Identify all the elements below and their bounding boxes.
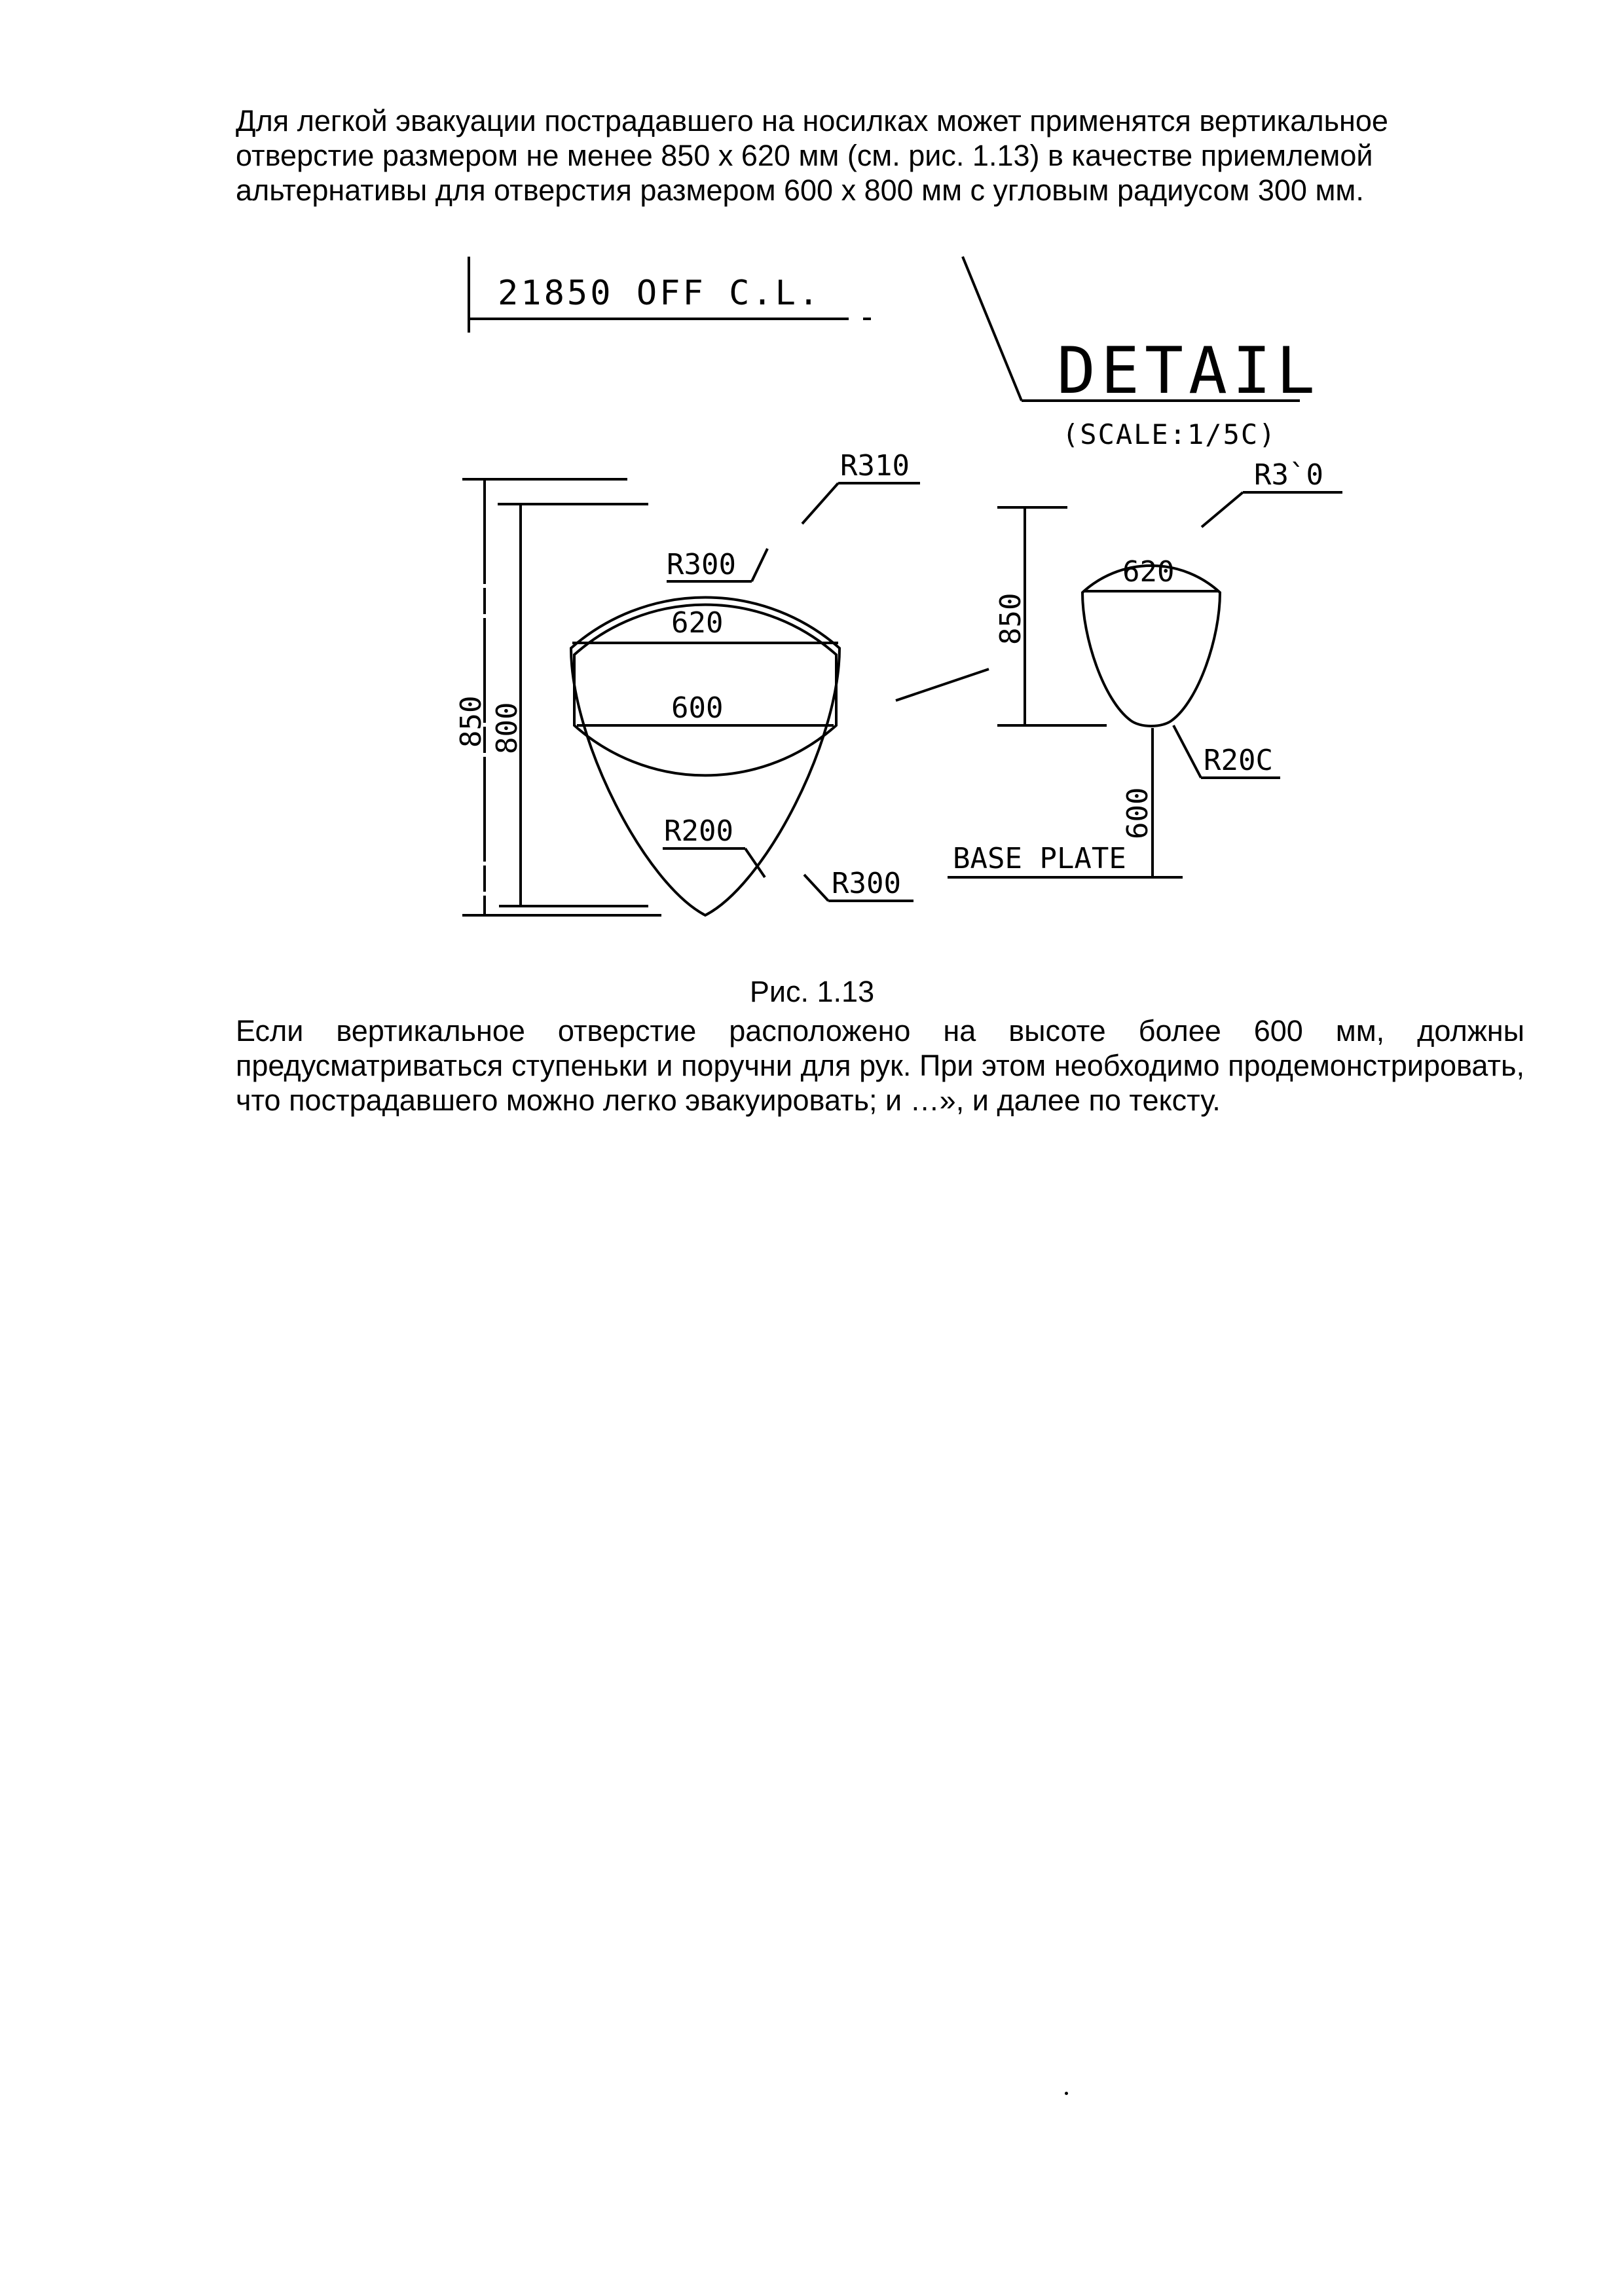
page-dot-mark (1065, 2092, 1068, 2095)
right-width-620-label: 620 (1122, 555, 1175, 589)
right-height-850-label: 850 (994, 592, 1027, 645)
right-r200-leader (1173, 725, 1201, 778)
figure-caption: Рис. 1.13 (749, 975, 875, 1008)
left-height-850-label: 850 (454, 695, 488, 748)
detail-leader-line (963, 257, 1022, 401)
left-egg-outline (571, 598, 840, 915)
left-width-600-label: 600 (671, 691, 724, 725)
left-r300-top-leader (752, 549, 767, 581)
left-r200-leader (745, 848, 765, 877)
header-label: 21850 OFF C.L. (498, 274, 822, 313)
right-r310-leader (1202, 492, 1243, 527)
closing-paragraph: Если вертикальное отверстие расположено на высоте более 600 мм, должны предусматриваться ступеньки и поручни для рук. При этом необходимо продемонстрировать, что пострадавшего можно легко эвакуировать; и …», и далее по тексту. (236, 1014, 1524, 1117)
left-r300-bottom-leader (804, 875, 828, 901)
left-r300-bottom-label: R300 (832, 867, 901, 900)
scale-label: (SCALE:1/5C) (1062, 418, 1277, 450)
left-r300-top-label: R300 (667, 548, 736, 581)
detail-label: DETAIL (1057, 334, 1321, 409)
left-width-620-label: 620 (671, 606, 724, 640)
right-r200-label: R20C (1204, 744, 1273, 777)
base-plate-label: BASE PLATE (953, 842, 1126, 875)
intro-paragraph: Для легкой эвакуации пострадавшего на носилках может применятся вертикальное отверстие размером не менее 850 х 620 мм (см. рис. 1.13) в качестве приемлемой альтернативы для отверстия размером 600 х 800 мм с угловым радиусом 300 мм. (236, 104, 1388, 207)
figure-1-13-drawing (0, 0, 1624, 969)
right-height-600-label: 600 (1121, 787, 1154, 839)
left-r310-label: R310 (840, 449, 910, 483)
view-link-leader (896, 669, 989, 701)
right-egg-outline (1082, 566, 1220, 726)
left-r200-label: R200 (664, 814, 733, 848)
left-r310-leader (802, 483, 838, 524)
left-height-800-label: 800 (490, 702, 524, 754)
right-r310-label: R3`0 (1254, 458, 1323, 492)
